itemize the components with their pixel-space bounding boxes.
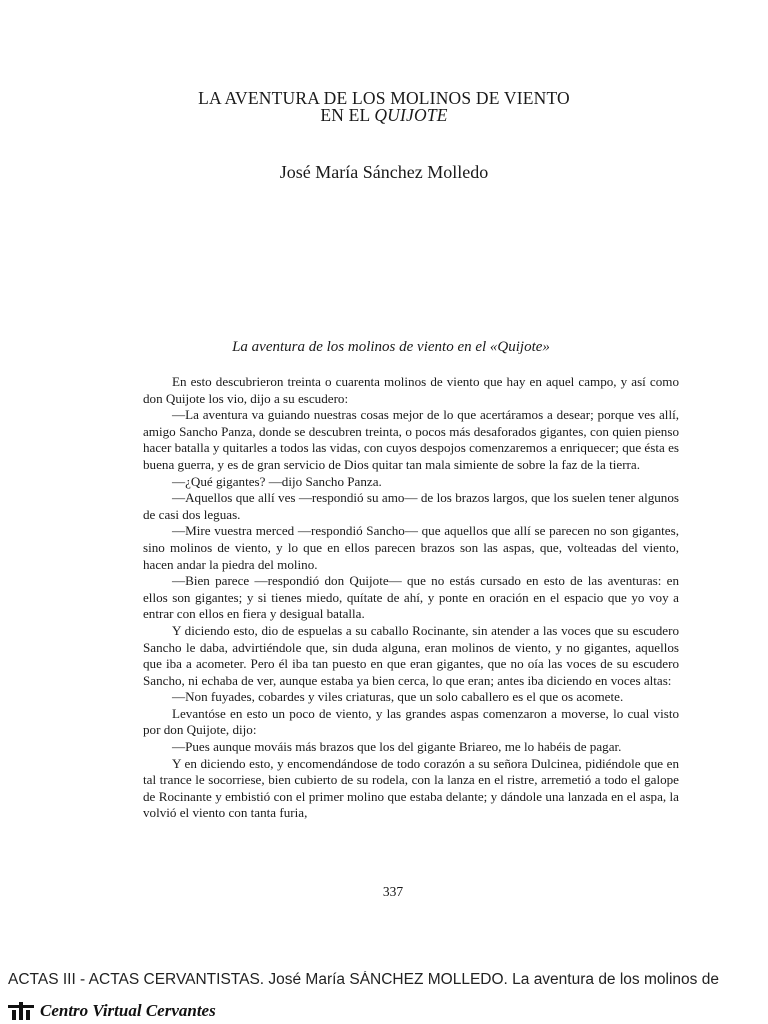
paragraph: Y en diciendo esto, y encomendándose de todo corazón a su señora Dulcinea, pidiéndole que en tal trance le socorriese, bien cubierto de su rodela, con la lanza en el ristre, arremetió a todo el galope de Rocinante y embistió con el primer molino que estaba delante; y dándole una lanzada en el aspa, la volvió el viento con tanta furia, [143,755,679,821]
title-italic-work: QUIJOTE [374,105,448,125]
body-text [143,374,679,822]
paragraph: Levantóse en esto un poco de viento, y las grandes aspas comenzaron a moverse, lo cual visto por don Quijote, dijo: [143,705,679,738]
paragraph: —¿Qué gigantes? —dijo Sancho Panza. [172,473,382,489]
cvc-logo-icon [8,1002,34,1020]
paragraph: —Aquellos que allí ves —respondió su amo— de los brazos largos, que los suelen tener algunos de casi dos leguas. [143,490,679,522]
brand-footer[interactable] [8,999,216,1023]
document-caption[interactable]: ACTAS III - ACTAS CERVANTISTAS. José María SÁNCHEZ MOLLEDO. La aventura de los molinos de [8,971,719,988]
title-prefix: EN EL [320,105,370,125]
paragraph: —Pues aunque mováis más brazos que los del gigante Briareo, me lo habéis de pagar. [172,739,622,755]
paragraph: Y diciendo esto, dio de espuelas a su caballo Rocinante, sin atender a las voces que su escudero Sancho le daba, advirtiéndole que, sin duda alguna, eran molinos de viento, y no gigantes, aquellos que iba a acometer. Pero él iba tan puesto en que eran gigantes, que no oía las voces de su escudero Sancho, ni echaba de ver, aunque estaba ya bien cerca, lo que eran; antes iba diciendo en voces altas: [143,622,679,688]
paragraph: —Mire vuestra merced —respondió Sancho— que aquellos que allí se parecen no son gigantes, sino molinos de viento, y lo que en ellos parecen brazos son las aspas, que, volteadas del viento, hacen andar la piedra del molino. [143,523,679,572]
brand-name: Centro Virtual Cervantes [40,1001,216,1020]
document-title-line-1: LA AVENTURA DE LOS MOLINOS DE VIENTO [198,88,570,108]
paragraph: En esto descubrieron treinta o cuarenta molinos de viento que hay en aquel campo, y así como don Quijote los vio, dijo a su escudero: [143,374,679,406]
document-title-line-2 [0,106,768,124]
paragraph: —Non fuyades, cobardes y viles criaturas, que un solo caballero es el que os acomete. [172,689,624,705]
section-title: La aventura de los molinos de viento en el «Quijote» [232,339,550,355]
author-name: José María Sánchez Molledo [279,162,489,182]
paragraph: —La aventura va guiando nuestras cosas mejor de lo que acertáramos a desear; porque ves allí, amigo Sancho Panza, donde se descubren treinta, o pocos más desaforados gigantes, con quien pienso hacer batalla y quitarles a todos las vidas, con cuyos despojos comenzaremos a enriquecer; que ésta es buena guerra, y es de gran servicio de Dios quitar tan mala simiente de sobre la faz de la tierra. [143,407,679,472]
paragraph: —Bien parece —respondió don Quijote— que no estás cursado en esto de las aventuras: en ellos son gigantes; y si tienes miedo, quítate de ahí, y ponte en oración en el espacio que yo voy a entrar con ellos en fiera y desigual batalla. [143,573,679,622]
page-number: 337 [382,884,404,899]
